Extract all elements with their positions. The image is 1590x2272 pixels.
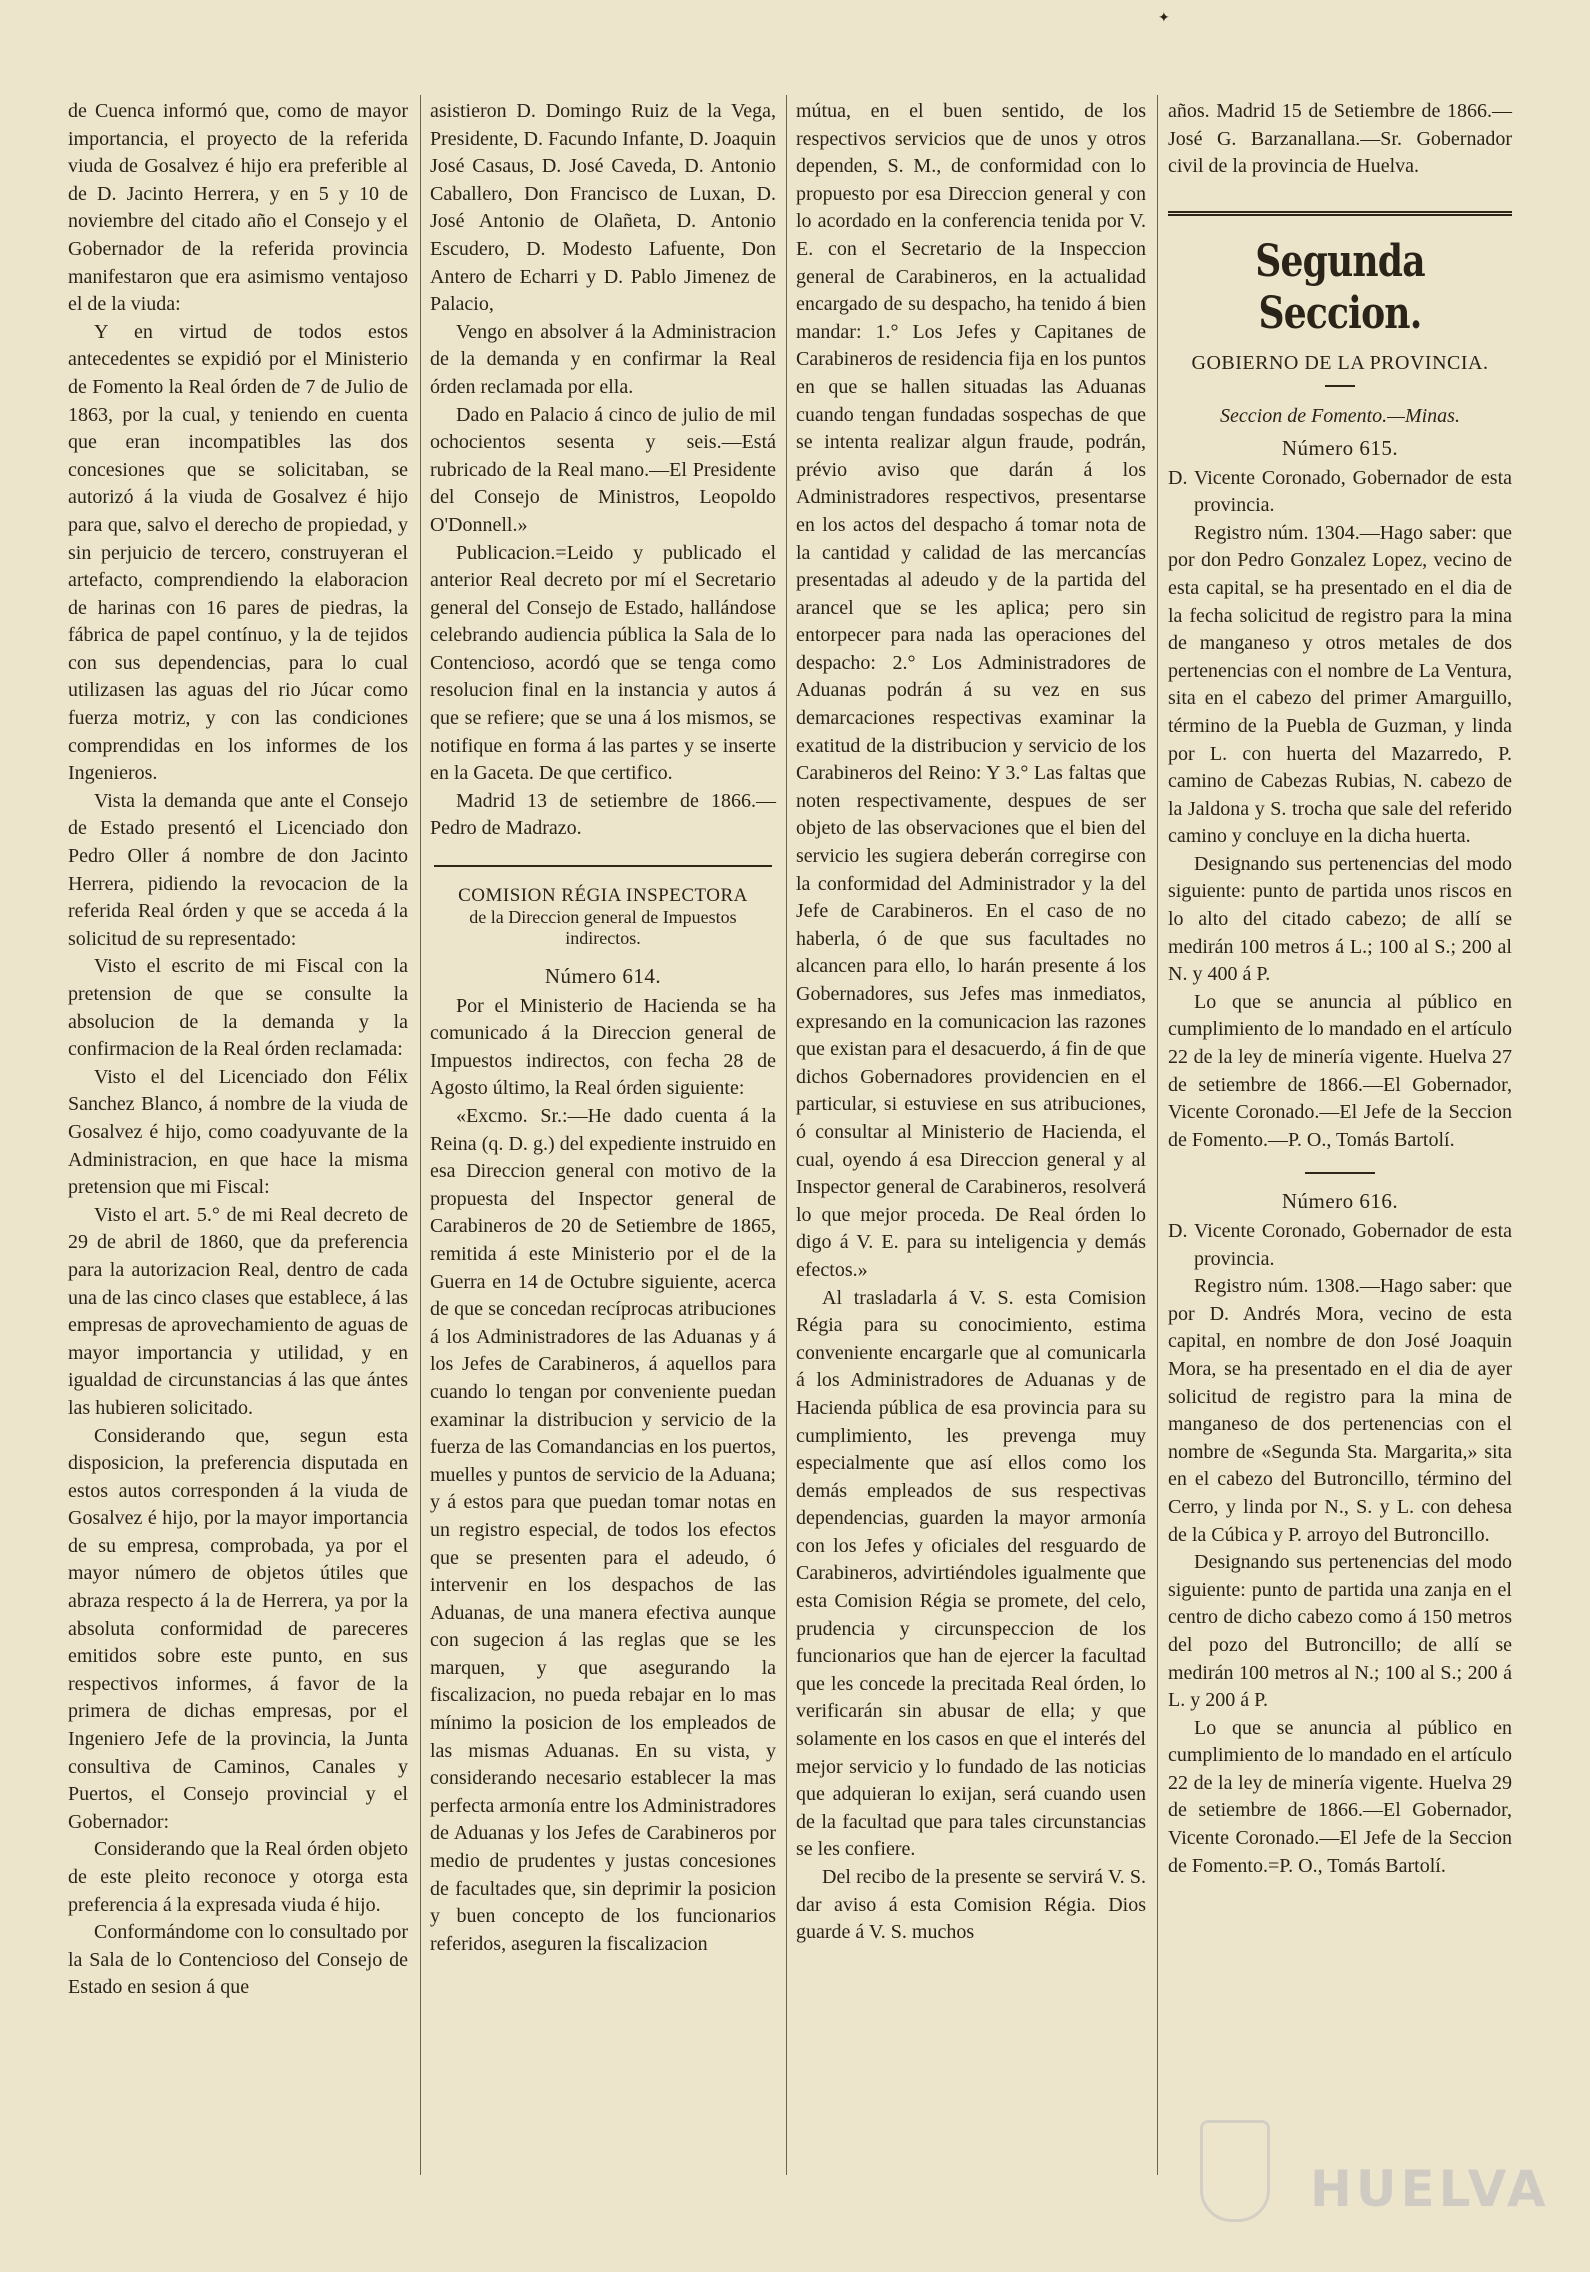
government-heading: GOBIERNO DE LA PROVINCIA. xyxy=(1191,351,1489,374)
column-4 xyxy=(1168,98,1512,1880)
column-2 xyxy=(430,98,776,1958)
column-3 xyxy=(796,98,1146,1947)
paragraph: Registro núm. 1304.—Hago saber: que por don Pedro Gonzalez Lopez, vecino de esta capital, se ha presentado en el dia de la fecha solicitud de registro para la mina de manganeso y otros metales de dos pertenencias con el nombre de La Ventura, sita en el cabezo del primer Amarguillo, término de la Puebla de Guzman, y linda por L. con huerta del Mazarredo, P. camino de Cabezas Rubias, N. cabezo de la Jaldona y S. trocha que sale del referido camino y concluye en la dicha huerta. xyxy=(1168,521,1512,848)
notice-number: Número 614. xyxy=(544,964,662,989)
paragraph: Considerando que la Real órden objeto de este pleito reconoce y otorga esta preferencia á la expresada viuda é hijo. xyxy=(68,1838,408,1916)
short-rule xyxy=(1305,1172,1375,1174)
paragraph: Del recibo de la presente se servirá V. S. dar aviso á esta Comision Régia. Dios guarde á V. S. muchos xyxy=(796,1866,1146,1944)
column-divider xyxy=(1157,95,1158,2175)
short-rule xyxy=(1325,385,1355,387)
paragraph: «Excmo. Sr.:—He dado cuenta á la Reina (q. D. g.) del expediente instruido en esa Direccion general con motivo de la propuesta del Inspector general de Carabineros de 20 de Setiembre de 1865, remitida á este Ministerio por el de la Guerra en 14 de Octubre siguiente, acerca de que se concedan recíprocas atribuciones á los Administradores de las Aduanas y á los Jefes de Carabineros, á aquellos para cuando lo tengan por conveniente puedan examinar la distribucion y servicio de la fuerza de las Comandancias en los puertos, muelles y puntos de servicio de la Aduana; y á estos para que puedan tomar notas en un registro especial, de todos los efectos que se presenten para el adeudo, ó intervenir en los despachos de las Aduanas, de una manera efectiva aunque con sugecion á las reglas que se les marquen, y que asegurando la fiscalizacion, no pueda rebajar en lo mas mínimo la posicion de los empleados de las mismas Aduanas. En su vista, y considerando necesario establecer la mas perfecta armonía entre los Administradores de Aduanas y los Jefes de Carabineros por medio de prudentes y justas concesiones de facultades que, sin deprimir la posicion y buen concepto de los funcionarios referidos, aseguren la fiscalizacion xyxy=(430,1105,776,1955)
column-divider xyxy=(786,95,787,2175)
paragraph: Conformándome con lo consultado por la Sala de lo Contencioso del Consejo de Estado en sesion á que xyxy=(68,1921,408,1999)
commission-subtitle: de la Direccion general de Impuestos indirectos. xyxy=(469,907,737,949)
paragraph: Lo que se anuncia al público en cumplimiento de lo mandado en el artículo 22 de la ley de minería vigente. Huelva 27 de setiembre de 1866.—El Gobernador, Vicente Coronado.—El Jefe de la Seccion de Fomento.—P. O., Tomás Bartolí. xyxy=(1168,990,1512,1151)
library-watermark xyxy=(1200,2120,1550,2230)
governor-line: D. Vicente Coronado, Gobernador de esta provincia. xyxy=(1168,1220,1512,1270)
column-divider xyxy=(420,95,421,2175)
paragraph: Dado en Palacio á cinco de julio de mil ochocientos sesenta y seis.—Está rubricado de la Real mano.—El Presidente del Consejo de Ministros, Leopoldo O'Donnell.» xyxy=(430,403,776,536)
paragraph: Lo que se anuncia al público en cumplimiento de lo mandado en el artículo 22 de la ley de minería vigente. Huelva 29 de setiembre de 1866.—El Gobernador, Vicente Coronado.—El Jefe de la Seccion de Fomento.=P. O., Tomás Bartolí. xyxy=(1168,1716,1512,1877)
paragraph: Publicacion.=Leido y publicado el anterior Real decreto por mí el Secretario general del Consejo de Estado, hallándose celebrando audiencia pública la Sala de lo Contencioso, acordó que se tenga como resolucion final en la instancia y autos á que se refiere; que se una á los mismos, se notifique en forma á las partes y se inserte en la Gaceta. De que certifico. xyxy=(430,541,776,785)
paragraph: Visto el del Licenciado don Félix Sanchez Blanco, á nombre de la viuda de Gosalvez é hijo, como coadyuvante de la Administracion, en que hace la misma pretension que mi Fiscal: xyxy=(68,1065,408,1199)
watermark-text: HUELVA xyxy=(1310,2160,1550,2218)
paragraph: Registro núm. 1308.—Hago saber: que por D. Andrés Mora, vecino de esta capital, en nombre de don José Joaquin Mora, se ha presentado en el dia de ayer solicitud de registro para la mina de manganeso de dos pertenencias con el nombre de «Segunda Sta. Margarita,» sita en el cabezo del Butroncillo, término del Cerro, y linda por N., S. y L. con dehesa de la Cúbica y P. arroyo del Butroncillo. xyxy=(1168,1275,1512,1546)
paragraph: Visto el escrito de mi Fiscal con la pretension de que se consulte la absolucion de la demanda y la confirmacion de la Real órden reclamada: xyxy=(68,955,408,1061)
section-title: Segunda Seccion. xyxy=(1255,235,1425,339)
paragraph: años. Madrid 15 de Setiembre de 1866.—José G. Barzanallana.—Sr. Gobernador civil de la provincia de Huelva. xyxy=(1168,100,1512,178)
column-1 xyxy=(68,98,408,2002)
paragraph: Designando sus pertenencias del modo siguiente: punto de partida una zanja en el centro de dicho cabezo como á 150 metros del pozo del Butroncillo; de allí se medirán 100 metros al N.; 100 al S.; 200 á L. y 200 á P. xyxy=(1168,1551,1512,1712)
paragraph: Designando sus pertenencias del modo siguiente: punto de partida unos riscos en lo alto del citado cabezo; de allí se medirán 100 metros á L.; 100 al S.; 200 al N. y 400 á P. xyxy=(1168,852,1512,986)
notice-number: Número 615. xyxy=(1281,435,1399,460)
notice-number: Número 616. xyxy=(1281,1189,1399,1214)
commission-title: COMISION RÉGIA INSPECTORA xyxy=(458,885,748,907)
paragraph: Por el Ministerio de Hacienda se ha comunicado á la Direccion general de Impuestos indirectos, con fecha 28 de Agosto último, la Real órden siguiente: xyxy=(430,994,776,1100)
ink-mark: ✦ xyxy=(1158,11,1170,26)
paragraph: Y en virtud de todos estos antecedentes se expidió por el Ministerio de Fomento la Real órden de 7 de Julio de 1863, por la cual, y teniendo en cuenta que eran incompatibles las dos concesiones que se solicitaban, se autorizó á la viuda de Gosalvez é hijo para que, salvo el derecho de propiedad, y sin perjuicio de tercero, construyeran el artefacto, comprendiendo la elaboracion de harinas con 16 pares de piedras, la fábrica de papel contínuo, y la de tejidos con sus dependencias, para lo cual utilizasen las aguas del rio Júcar como fuerza motriz, y con las condiciones comprendidas en los informes de los Ingenieros. xyxy=(68,320,408,785)
paragraph: Madrid 13 de setiembre de 1866.—Pedro de Madrazo. xyxy=(430,789,776,840)
subsection-heading: Seccion de Fomento.—Minas. xyxy=(1220,405,1460,428)
paragraph: de Cuenca informó que, como de mayor importancia, el proyecto de la referida viuda de Gosalvez é hijo era preferible al de D. Jacinto Herrera, y en 5 y 10 de noviembre del citado año el Consejo y el Gobernador de la referida provincia manifestaron que era asimismo ventajoso el de la viuda: xyxy=(68,100,408,316)
governor-line: D. Vicente Coronado, Gobernador de esta provincia. xyxy=(1168,466,1512,517)
section-rule xyxy=(1168,211,1512,216)
paragraph: Vengo en absolver á la Administracion de la demanda y en confirmar la Real órden reclamada por ella. xyxy=(430,320,776,398)
shield-icon xyxy=(1200,2120,1270,2222)
paragraph: Al trasladarla á V. S. esta Comision Régia para su conocimiento, estima conveniente encargarle que al comunicarla á los Administradores de Aduanas y de Hacienda pública de esa provincia para su cumplimiento, les prevenga muy especialmente que así ellos como los demás empleados de sus respectivas dependencias, guarden la mayor armonía con los Jefes y oficiales del resguardo de Carabineros, advirtiéndoles igualmente que esta Comision Régia se promete, del celo, prudencia y circunspeccion de los funcionarios que han de ejercer la facultad que les concede la precitada Real órden, lo verificarán sin abusar de ella; y que solamente en los casos en que el interés del mejor servicio y lo fundado de las noticias que adquieran lo exijan, será cuando usen de la facultad que para tales circunstancias se les confiere. xyxy=(796,1286,1146,1861)
paragraph: mútua, en el buen sentido, de los respectivos servicios que de unos y otros dependen, S. M., de conformidad con lo propuesto por esa Direccion general y con lo acordado en la conferencia tenida por V. E. con el Secretario de la Inspeccion general de Carabineros, en la actualidad encargado de su despacho, ha tenido á bien mandar: 1.° Los Jefes y Capitanes de Carabineros de residencia fija en los puntos en que se hallen situadas las Aduanas cuando tengan fundadas sospechas de que se intenta realizar algun fraude, podrán, prévio aviso que darán á los Administradores respectivos, presentarse en los actos del despacho á tomar nota de la cantidad y calidad de las mercancías presentadas al adeudo y de la partida del arancel que se les aplica; pero sin entorpecer para nada las operaciones del despacho: 2.° Los Administradores de Aduanas podrán á su vez en sus demarcaciones respectivas examinar la exatitud de la distribucion y servicio de los Carabineros del Reino: Y 3.° Las faltas que noten respectivamente, despues de ser objeto de las observaciones que el bien del servicio les sugiera deberán corregirse con la conformidad del Administrador y la del Jefe de Carabineros. En el caso de no haberla, ó de que sus facultades no alcancen para ello, lo harán presente á los Gobernadores, sus Jefes mas inmediatos, expresando en la comunicacion las razones que existan para el desacuerdo, á fin de que dichos Gobernadores providencien en el particular, si estuviese en sus atribuciones, ó consultar al Ministerio de Hacienda, el cual, oyendo á esa Direccion general y al Inspector general de Carabineros, resolverá lo que mejor proceda. De Real órden lo digo á V. E. para su inteligencia y demás efectos.» xyxy=(796,100,1146,1281)
paragraph: Vista la demanda que ante el Consejo de Estado presentó el Licenciado don Pedro Oller á nombre de don Jacinto Herrera, pidiendo la revocacion de la referida Real órden y que se acceda á la solicitud de su representado: xyxy=(68,789,408,950)
paragraph: asistieron D. Domingo Ruiz de la Vega, Presidente, D. Facundo Infante, D. Joaquin José Casaus, D. José Caveda, D. Antonio Caballero, Don Francisco de Luxan, D. José Antonio de Olañeta, D. Antonio Escudero, D. Modesto Lafuente, Don Antero de Echarri y D. Pablo Jimenez de Palacio, xyxy=(430,100,776,316)
paragraph: Considerando que, segun esta disposicion, la preferencia disputada en estos autos corresponden á la viuda de Gosalvez é hijo, por la mayor importancia de su empresa, comprobada, ya por el mayor número de objetos útiles que abraza respecto á la de Herrera, ya por la absoluta conformidad de pareceres emitidos sobre este punto, en sus respectivos informes, á favor de la primera de dichas empresas, por el Ingeniero Jefe de la provincia, la Junta consultiva de Caminos, Canales y Puertos, el Consejo provincial y el Gobernador: xyxy=(68,1424,408,1833)
section-rule xyxy=(434,865,772,867)
paragraph: Visto el art. 5.° de mi Real decreto de 29 de abril de 1860, que da preferencia para la autorizacion Real, dentro de cada una de las cinco clases que establece, á las empresas de aprovechamiento de aguas de mayor importancia y utilidad, y en igualdad de circunstancias á las que ántes las hubieren solicitado. xyxy=(68,1203,408,1419)
